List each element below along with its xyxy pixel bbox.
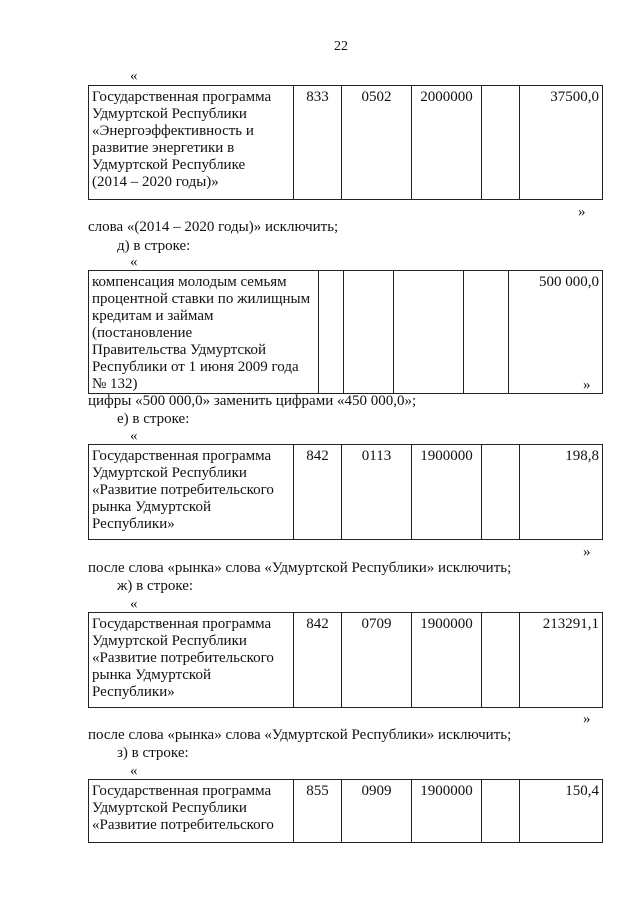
instruction-text: после слова «рынка» слова «Удмуртской Республики» исключить; <box>88 727 512 743</box>
budget-table-row <box>88 444 603 540</box>
target-article-cell: 1900000 <box>412 445 482 540</box>
closing-quote: » <box>578 204 586 220</box>
page-number: 22 <box>334 39 348 54</box>
opening-quote: « <box>130 596 138 612</box>
ministry-code-cell <box>319 271 344 394</box>
ministry-code-cell: 842 <box>294 445 342 540</box>
instruction-text: цифры «500 000,0» заменить цифрами «450 000,0»; <box>88 393 417 409</box>
amount-cell: 500 000,0 <box>509 271 603 394</box>
row-name-cell: Государственная программа Удмуртской Республики «Развитие потребительского рынка Удмуртской Республики» <box>89 613 294 708</box>
amount-cell: 198,8 <box>520 445 603 540</box>
row-name-cell: Государственная программа Удмуртской Республики «Энергоэффективность и развитие энергетики в Удмуртской Республике (2014 – 2020 годы)» <box>89 86 294 200</box>
row-name-cell: компенсация молодым семьям процентной ставки по жилищным кредитам и займам (постановление Правительства Удмуртской Республики от 1 июня 2009 года № 132) <box>89 271 319 394</box>
amount-cell: 150,4 <box>520 780 603 843</box>
expense-type-cell <box>482 445 520 540</box>
opening-quote: « <box>130 763 138 779</box>
closing-quote: » <box>583 711 591 727</box>
amount-cell: 37500,0 <box>520 86 603 200</box>
section-code-cell: 0709 <box>342 613 412 708</box>
expense-type-cell <box>482 86 520 200</box>
subsection-heading: з) в строке: <box>117 745 189 761</box>
closing-quote: » <box>583 544 591 560</box>
amount-cell: 213291,1 <box>520 613 603 708</box>
target-article-cell: 1900000 <box>412 780 482 843</box>
opening-quote: « <box>130 254 138 270</box>
closing-quote: » <box>583 377 591 393</box>
instruction-text: после слова «рынка» слова «Удмуртской Республики» исключить; <box>88 560 512 576</box>
row-name-cell: Государственная программа Удмуртской Республики «Развитие потребительского <box>89 780 294 843</box>
expense-type-cell <box>482 780 520 843</box>
subsection-heading: е) в строке: <box>117 411 190 427</box>
subsection-heading: д) в строке: <box>117 238 191 254</box>
ministry-code-cell: 842 <box>294 613 342 708</box>
expense-type-cell <box>464 271 509 394</box>
target-article-cell: 2000000 <box>412 86 482 200</box>
section-code-cell <box>344 271 394 394</box>
section-code-cell: 0113 <box>342 445 412 540</box>
budget-table-row <box>88 85 603 200</box>
budget-table-row <box>88 612 603 708</box>
row-name-cell: Государственная программа Удмуртской Республики «Развитие потребительского рынка Удмуртской Республики» <box>89 445 294 540</box>
section-code-cell: 0502 <box>342 86 412 200</box>
expense-type-cell <box>482 613 520 708</box>
target-article-cell: 1900000 <box>412 613 482 708</box>
target-article-cell <box>394 271 464 394</box>
ministry-code-cell: 833 <box>294 86 342 200</box>
instruction-text: слова «(2014 – 2020 годы)» исключить; <box>88 219 339 235</box>
opening-quote: « <box>130 68 138 84</box>
subsection-heading: ж) в строке: <box>117 578 194 594</box>
ministry-code-cell: 855 <box>294 780 342 843</box>
budget-table-row <box>88 270 603 394</box>
opening-quote: « <box>130 428 138 444</box>
section-code-cell: 0909 <box>342 780 412 843</box>
budget-table-row <box>88 779 603 843</box>
